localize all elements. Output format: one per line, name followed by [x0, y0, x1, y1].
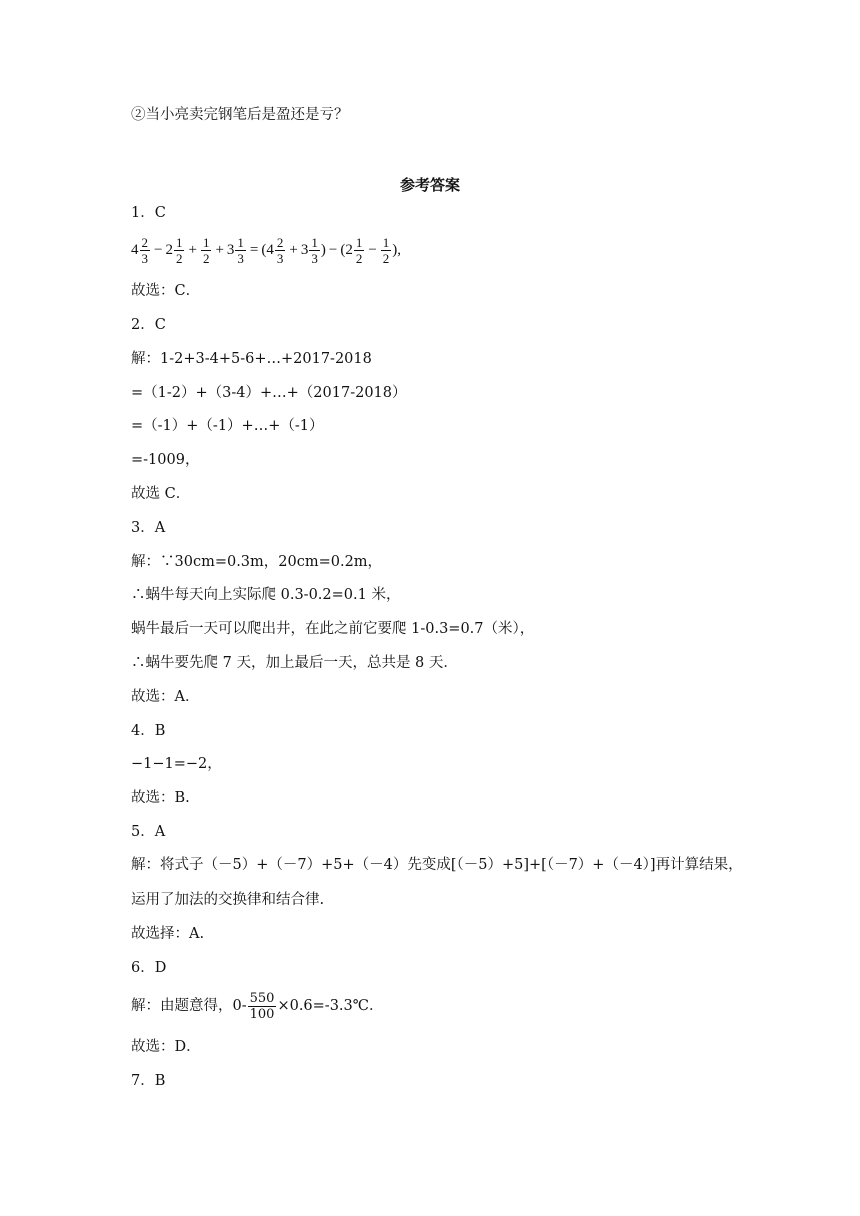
eq-equals: = [249, 242, 259, 258]
answer-6-suffix: ×0.6=-3.3℃． [277, 998, 384, 1014]
answer-4-line: −1−1=−2， [131, 756, 222, 772]
answer-3-line: ∴蜗牛每天向上实际爬 0.3-0.2=0.1 米， [131, 587, 401, 603]
eq-fraction: $\frac{1}{2}$ [355, 234, 363, 266]
eq-fraction: $\frac{1}{3}$ [311, 234, 318, 266]
answer-4-line: 故选：B. [131, 790, 190, 806]
answer-6-conclusion: 故选：D． [131, 1039, 201, 1055]
eq-operator: + [215, 242, 224, 258]
answer-3-line: 解：∵30cm=0.3m，20cm=0.2m， [131, 554, 383, 570]
answer-3-line: 故选：A． [131, 689, 200, 705]
eq-fraction: $\frac{1}{2}$ [175, 234, 183, 266]
eq-whole: 3 [226, 242, 235, 258]
eq-whole: 2 [345, 242, 353, 258]
eq-whole: 2 [165, 242, 173, 258]
eq-fraction: $\frac{1}{2}$ [382, 234, 390, 266]
eq-fraction: $\frac{2}{3}$ [276, 234, 284, 266]
answer-6-label: 6．D [131, 960, 167, 976]
eq-whole: 3 [300, 242, 309, 258]
eq-paren: ), [392, 242, 402, 258]
answer-3-line: ∴蜗牛要先爬 7 天，加上最后一天，总共是 8 天． [131, 655, 458, 671]
answer-3-label: 3．A [131, 520, 166, 536]
eq-operator: + [289, 242, 298, 258]
answer-5-line: 解：将式子（－5）+（－7）+5+（－4）先变成[（－5）+5]+[（－7）+（－4）]再计算结果， [131, 857, 743, 873]
eq-fraction: $\frac{1}{3}$ [237, 234, 244, 266]
eq-whole: 4 [131, 242, 139, 258]
answer-2-line: =（-1）+（-1）+…+（-1） [131, 418, 324, 434]
answer-3-line: 蜗牛最后一天可以爬出井，在此之前它要爬 1-0.3=0.7（米）， [131, 621, 535, 637]
eq-paren: ( [340, 242, 346, 258]
answer-2-label: 2．C [131, 317, 166, 333]
answer-5-line: 运用了加法的交换律和结合律. [131, 892, 325, 908]
answers-title: 参考答案 [399, 176, 460, 194]
answer-2-line: =（1-2）+（3-4）+…+（2017-2018） [131, 385, 407, 401]
eq-operator: − [368, 242, 377, 258]
answer-1-conclusion: 故选：C． [131, 283, 201, 299]
eq-fraction: $\frac{2}{3}$ [141, 234, 148, 266]
eq-whole: 4 [266, 242, 274, 258]
answer-6-fraction: $\frac{550}{100}$ [249, 990, 275, 1022]
eq-operator: − [328, 242, 338, 258]
eq-paren: ) [320, 242, 326, 258]
question-tail: ②当小亮卖完钢笔后是盈还是亏？ [131, 107, 349, 123]
eq-paren: ( [261, 242, 267, 258]
eq-operator: − [154, 242, 163, 258]
answer-1-equation [131, 232, 401, 268]
answer-2-line: 解：1-2+3-4+5-6+…+2017-2018 [131, 351, 372, 367]
answer-5-label: 5．A [131, 824, 166, 840]
answer-2-line: =-1009， [131, 452, 200, 468]
answer-1-label: 1．C [131, 205, 166, 221]
eq-operator: + [188, 242, 197, 258]
answer-2-line: 故选 C． [131, 486, 191, 502]
answer-5-line: 故选择：A. [131, 926, 205, 942]
answer-7-label: 7．B [131, 1073, 166, 1089]
eq-fraction: $\frac{1}{2}$ [202, 234, 210, 266]
answer-6-prefix: 解：由题意得，0- [131, 998, 247, 1014]
answer-6-equation [131, 986, 384, 1026]
answer-4-label: 4．B [131, 723, 166, 739]
